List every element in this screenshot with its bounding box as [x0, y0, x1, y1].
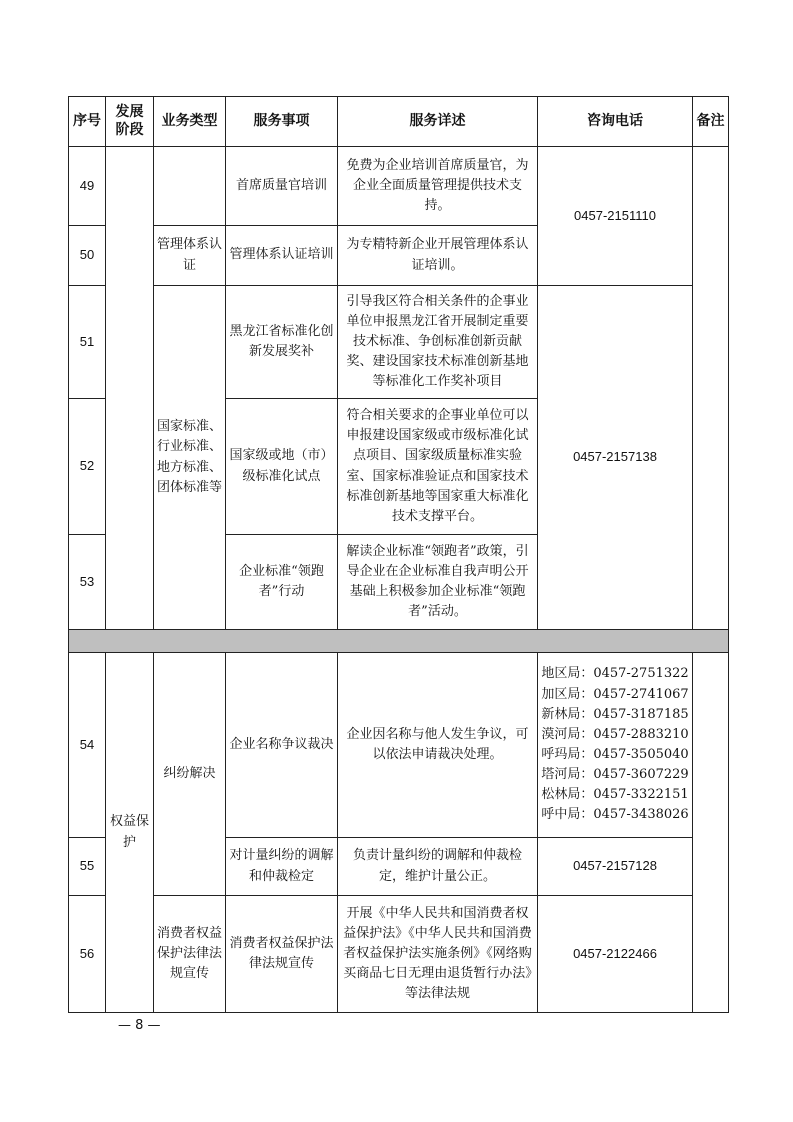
service-detail: 解读企业标准“领跑者”政策，引导企业在企业标准自我声明公开基础上积极参加企业标准“领跑者”活动。 — [338, 535, 538, 630]
business-type: 国家标准、行业标准、地方标准、团体标准等 — [154, 286, 226, 630]
business-type: 纠纷解决 — [154, 653, 226, 896]
service-detail: 开展《中华人民共和国消费者权益保护法》《中华人民共和国消费者权益保护法实施条例》《网络购买商品七日无理由退货暂行办法》等法律法规 — [338, 896, 538, 1013]
business-type — [154, 147, 226, 226]
service-item: 管理体系认证培训 — [226, 226, 338, 286]
row-number: 49 — [69, 147, 106, 226]
row-number: 56 — [69, 896, 106, 1013]
header-item: 服务事项 — [226, 97, 338, 147]
table-row — [69, 286, 729, 399]
header-remark: 备注 — [693, 97, 729, 147]
service-item: 消费者权益保护法律法规宣传 — [226, 896, 338, 1013]
service-item: 国家级或地（市）级标准化试点 — [226, 399, 338, 535]
row-number: 52 — [69, 399, 106, 535]
service-detail: 企业因名称与他人发生争议，可以依法申请裁决处理。 — [338, 653, 538, 838]
row-number: 55 — [69, 838, 106, 896]
row-number: 53 — [69, 535, 106, 630]
service-item: 对计量纠纷的调解和仲裁检定 — [226, 838, 338, 896]
service-table — [68, 96, 729, 1013]
phone-line: 加区局：0457-2741067 — [541, 686, 689, 702]
header-phone: 咨询电话 — [538, 97, 693, 147]
phone-line: 地区局：0457-2751322 — [541, 666, 689, 682]
stage-cell — [106, 147, 154, 630]
table-header-row — [69, 97, 729, 147]
header-type: 业务类型 — [154, 97, 226, 147]
phone-line: 新林局：0457-3187185 — [541, 706, 689, 722]
service-detail: 为专精特新企业开展管理体系认证培训。 — [338, 226, 538, 286]
phone-line: 漠河局：0457-2883210 — [541, 726, 689, 742]
stage-cell: 权益保护 — [106, 653, 154, 1013]
section-divider-row — [69, 630, 729, 653]
phone-cell: 0457-2157138 — [538, 286, 693, 630]
phone-cell: 0457-2157128 — [538, 838, 693, 896]
business-type: 消费者权益保护法律法规宣传 — [154, 896, 226, 1013]
phone-list-cell — [538, 653, 693, 838]
service-item: 首席质量官培训 — [226, 147, 338, 226]
remark-cell — [693, 653, 729, 1013]
service-item: 企业名称争议裁决 — [226, 653, 338, 838]
header-detail: 服务详述 — [338, 97, 538, 147]
service-detail: 免费为企业培训首席质量官，为企业全面质量管理提供技术支持。 — [338, 147, 538, 226]
table-row — [69, 147, 729, 226]
phone-line: 呼玛局：0457-3505040 — [541, 747, 689, 762]
row-number: 50 — [69, 226, 106, 286]
row-number: 51 — [69, 286, 106, 399]
table-row — [69, 896, 729, 1013]
phone-line: 呼中局：0457-3438026 — [541, 807, 689, 823]
row-number: 54 — [69, 653, 106, 838]
remark-cell — [693, 147, 729, 630]
phone-line: 塔河局：0457-3607229 — [541, 767, 689, 783]
phone-cell: 0457-2122466 — [538, 896, 693, 1013]
page-number: — 8 — — [118, 1018, 161, 1033]
service-item: 企业标准“领跑者”行动 — [226, 535, 338, 630]
service-detail: 符合相关要求的企事业单位可以申报建设国家级或市级标准化试点项目、国家级质量标准实验室、国家标准验证点和国家技术标准创新基地等国家重大标准化技术支撑平台。 — [338, 399, 538, 535]
phone-line: 松林局：0457-3322151 — [541, 787, 689, 803]
service-detail: 引导我区符合相关条件的企事业单位申报黑龙江省开展制定重要技术标准、争创标准创新贡献奖、建设国家技术标准创新基地等标准化工作奖补项目 — [338, 286, 538, 399]
section-divider — [69, 630, 729, 653]
phone-cell: 0457-2151110 — [538, 147, 693, 286]
header-no: 序号 — [69, 97, 106, 147]
business-type: 管理体系认证 — [154, 226, 226, 286]
table-row — [69, 653, 729, 838]
header-stage: 发展阶段 — [106, 97, 154, 147]
service-detail: 负责计量纠纷的调解和仲裁检定，维护计量公正。 — [338, 838, 538, 896]
service-item: 黑龙江省标准化创新发展奖补 — [226, 286, 338, 399]
